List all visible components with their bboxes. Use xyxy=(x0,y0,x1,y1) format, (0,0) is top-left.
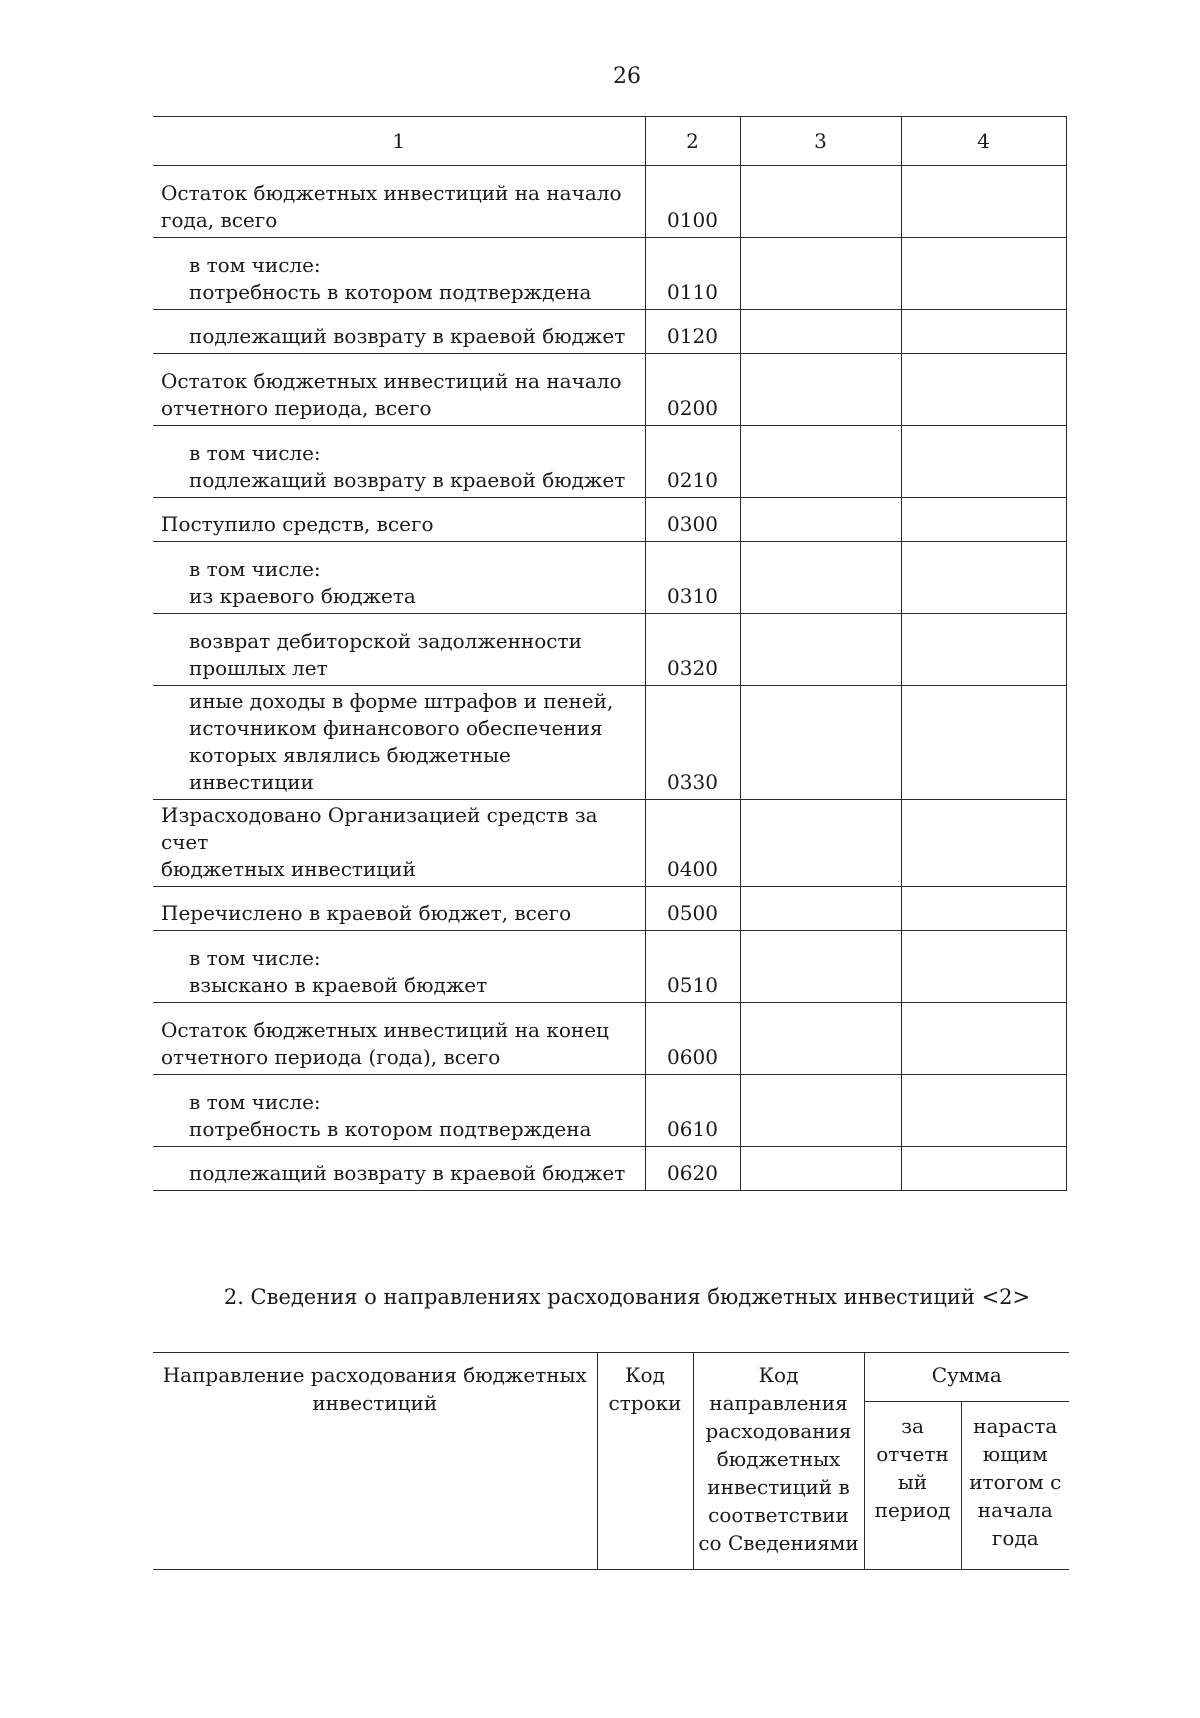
cell-column-4[interactable] xyxy=(901,931,1066,1003)
row-code: 0320 xyxy=(645,614,740,686)
cell-column-3[interactable] xyxy=(740,1003,901,1075)
cell-column-3[interactable] xyxy=(740,542,901,614)
row-code: 0120 xyxy=(645,310,740,354)
row-label-line: года, всего xyxy=(161,208,278,232)
header-sum-period xyxy=(864,1402,961,1570)
row-label-line: подлежащий возврату в краевой бюджет xyxy=(189,1161,626,1185)
header-sum-period-line: отчетн xyxy=(876,1442,949,1466)
row-label xyxy=(153,887,645,931)
column-header-3: 3 xyxy=(740,117,901,166)
row-label-line: отчетного периода (года), всего xyxy=(161,1045,501,1069)
row-label-line: иные доходы в форме штрафов и пеней, xyxy=(189,689,614,713)
row-code: 0310 xyxy=(645,542,740,614)
header-direction-code-line: инвестиций в xyxy=(707,1475,850,1499)
row-label-line: подлежащий возврату в краевой бюджет xyxy=(189,324,626,348)
header-direction-code-line: соответствии xyxy=(708,1503,849,1527)
column-header-2: 2 xyxy=(645,117,740,166)
row-label-line: в том числе: xyxy=(189,946,321,970)
header-direction-code-line: со Сведениями xyxy=(698,1531,859,1555)
cell-column-4[interactable] xyxy=(901,800,1066,887)
row-code: 0300 xyxy=(645,498,740,542)
cell-column-3[interactable] xyxy=(740,887,901,931)
header-sum-period-line: ый xyxy=(897,1470,928,1494)
row-code: 0100 xyxy=(645,166,740,238)
table-row xyxy=(153,166,1066,238)
header-direction-code-line: бюджетных xyxy=(716,1447,841,1471)
cell-column-3[interactable] xyxy=(740,310,901,354)
cell-column-4[interactable] xyxy=(901,686,1066,800)
table-header-row xyxy=(153,117,1066,166)
table-row xyxy=(153,238,1066,310)
row-label-line: Остаток бюджетных инвестиций на начало xyxy=(161,369,622,393)
cell-column-4[interactable] xyxy=(901,498,1066,542)
row-code: 0620 xyxy=(645,1147,740,1191)
header-direction-code-line: расходования xyxy=(705,1419,852,1443)
row-label-line: бюджетных инвестиций xyxy=(161,857,416,881)
row-code: 0200 xyxy=(645,354,740,426)
header-sum-cumulative-line: нараста xyxy=(973,1414,1058,1438)
row-label-line: взыскано в краевой бюджет xyxy=(189,973,488,997)
cell-column-4[interactable] xyxy=(901,354,1066,426)
row-label-line: возврат дебиторской задолженности xyxy=(189,629,582,653)
expense-directions-table xyxy=(153,1352,1069,1570)
row-label xyxy=(153,800,645,887)
row-label xyxy=(153,686,645,800)
table-row xyxy=(153,426,1066,498)
header-sum-cumulative-line: ющим xyxy=(982,1442,1048,1466)
row-label xyxy=(153,542,645,614)
row-label-line: Перечислено в краевой бюджет, всего xyxy=(161,901,572,925)
row-code: 0500 xyxy=(645,887,740,931)
row-label xyxy=(153,1003,645,1075)
row-code: 0110 xyxy=(645,238,740,310)
row-label-line: отчетного периода, всего xyxy=(161,396,432,420)
cell-column-4[interactable] xyxy=(901,614,1066,686)
row-label xyxy=(153,426,645,498)
table-row xyxy=(153,498,1066,542)
cell-column-3[interactable] xyxy=(740,931,901,1003)
table-row xyxy=(153,686,1066,800)
section-2-title: 2. Сведения о направлениях расходования бюджетных инвестиций <2> xyxy=(223,1285,1031,1309)
cell-column-4[interactable] xyxy=(901,426,1066,498)
header-sum-period-line: за xyxy=(901,1414,924,1438)
table-row xyxy=(153,354,1066,426)
row-label-line: которых являлись бюджетные инвестиции xyxy=(189,743,511,794)
row-label-line: в том числе: xyxy=(189,441,321,465)
row-label xyxy=(153,354,645,426)
row-label-line: подлежащий возврату в краевой бюджет xyxy=(189,468,626,492)
header-direction-line: инвестиций xyxy=(312,1391,438,1415)
cell-column-4[interactable] xyxy=(901,238,1066,310)
row-label-line: в том числе: xyxy=(189,1090,321,1114)
cell-column-3[interactable] xyxy=(740,426,901,498)
table-row xyxy=(153,1003,1066,1075)
row-label xyxy=(153,238,645,310)
table-row xyxy=(153,1075,1066,1147)
header-direction-code xyxy=(693,1353,864,1570)
cell-column-3[interactable] xyxy=(740,614,901,686)
cell-column-4[interactable] xyxy=(901,887,1066,931)
row-label xyxy=(153,931,645,1003)
header-direction-line: Направление расходования бюджетных xyxy=(162,1363,587,1387)
row-label-line: прошлых лет xyxy=(189,656,328,680)
header-sum-cumulative xyxy=(961,1402,1069,1570)
cell-column-3[interactable] xyxy=(740,498,901,542)
header-sum-cumulative-line: начала xyxy=(977,1498,1053,1522)
row-label-line: Израсходовано Организацией средств за счет xyxy=(161,803,598,854)
header-sum-cumulative-line: итогом с xyxy=(969,1470,1062,1494)
table-row xyxy=(153,542,1066,614)
row-label xyxy=(153,1147,645,1191)
header-sum: Сумма xyxy=(864,1353,1069,1402)
row-label-line: Остаток бюджетных инвестиций на конец xyxy=(161,1018,609,1042)
page-number: 26 xyxy=(613,64,641,89)
header-line-code-line: Код xyxy=(625,1363,665,1387)
row-label xyxy=(153,498,645,542)
table-row xyxy=(153,1147,1066,1191)
row-label-line: в том числе: xyxy=(189,253,321,277)
header-line-code xyxy=(597,1353,693,1570)
header-direction-code-line: направления xyxy=(709,1391,848,1415)
row-label-line: Поступило средств, всего xyxy=(161,512,434,536)
row-label-line: Остаток бюджетных инвестиций на начало xyxy=(161,181,622,205)
row-label xyxy=(153,1075,645,1147)
row-code: 0510 xyxy=(645,931,740,1003)
investment-balance-table xyxy=(153,116,1067,1191)
row-label-line: в том числе: xyxy=(189,557,321,581)
cell-column-4[interactable] xyxy=(901,310,1066,354)
cell-column-4[interactable] xyxy=(901,166,1066,238)
table-row xyxy=(153,614,1066,686)
row-label xyxy=(153,614,645,686)
header-direction xyxy=(153,1353,597,1570)
cell-column-3[interactable] xyxy=(740,354,901,426)
row-code: 0400 xyxy=(645,800,740,887)
header-direction-code-line: Код xyxy=(758,1363,799,1387)
row-label-line: источником финансового обеспечения xyxy=(189,716,603,740)
row-label-line: потребность в котором подтверждена xyxy=(189,1117,592,1141)
cell-column-4[interactable] xyxy=(901,1003,1066,1075)
header-line-code-line: строки xyxy=(608,1391,682,1415)
column-header-1: 1 xyxy=(153,117,645,166)
column-header-4: 4 xyxy=(901,117,1066,166)
cell-column-3[interactable] xyxy=(740,1075,901,1147)
row-code: 0330 xyxy=(645,686,740,800)
cell-column-3[interactable] xyxy=(740,1147,901,1191)
row-code: 0610 xyxy=(645,1075,740,1147)
row-code: 0210 xyxy=(645,426,740,498)
cell-column-4[interactable] xyxy=(901,1075,1066,1147)
row-label xyxy=(153,166,645,238)
cell-column-3[interactable] xyxy=(740,800,901,887)
table-row xyxy=(153,887,1066,931)
row-label-line: из краевого бюджета xyxy=(189,584,416,608)
table-row xyxy=(153,931,1066,1003)
cell-column-3[interactable] xyxy=(740,238,901,310)
table-row xyxy=(153,800,1066,887)
cell-column-3[interactable] xyxy=(740,166,901,238)
cell-column-4[interactable] xyxy=(901,542,1066,614)
cell-column-3[interactable] xyxy=(740,686,901,800)
header-sum-cumulative-line: года xyxy=(991,1526,1039,1550)
row-code: 0600 xyxy=(645,1003,740,1075)
row-label-line: потребность в котором подтверждена xyxy=(189,280,592,304)
row-label xyxy=(153,310,645,354)
table-row xyxy=(153,310,1066,354)
header-sum-period-line: период xyxy=(874,1498,951,1522)
cell-column-4[interactable] xyxy=(901,1147,1066,1191)
